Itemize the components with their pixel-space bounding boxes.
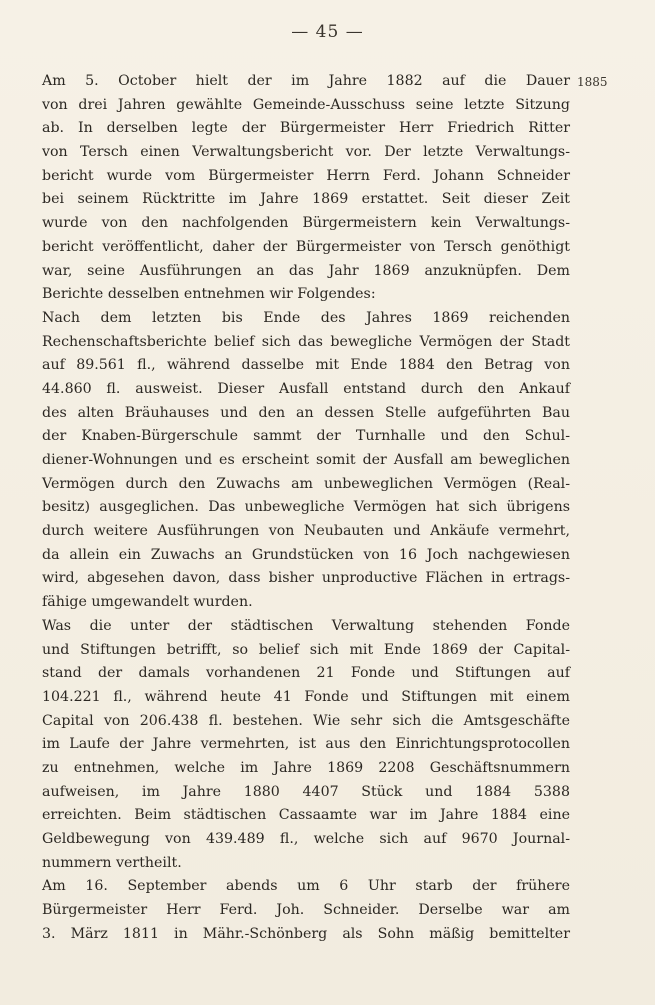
text-line: zu entnehmen, welche im Jahre 1869 2208 Geschäftsnummern [42,759,570,776]
text-line: im Laufe der Jahre vermehrten, ist aus den Einrichtungsprotocollen [42,736,570,753]
text-line: Was die unter der städtischen Verwaltung stehenden Fonde [42,617,570,634]
text-line: Nach dem letzten bis Ende des Jahres 1869 reichenden [42,309,570,326]
text-line: bericht wurde vom Bürgermeister Herrn Ferd. Johann Schneider [42,167,570,184]
text-line: diener-Wohnungen und es erscheint somit der Ausfall am beweglichen [42,452,570,468]
text-line: durch weitere Ausführungen von Neubauten und Ankäufe vermehrt, [42,523,570,540]
text-line: 104.221 fl., während heute 41 Fonde und Stiftungen mit einem [42,688,570,705]
text-line: fähige umgewandelt wurden. [42,594,253,611]
text-line: Geldbewegung von 439.489 fl., welche sich auf 9670 Journal- [42,831,570,847]
text-line: Am 5. October hielt der im Jahre 1882 auf die Dauer [42,73,570,89]
text-line: stand der damals vorhandenen 21 Fonde und Stiftungen auf [42,665,570,682]
text-line: Capital von 206.438 fl. bestehen. Wie sehr sich die Amtsgeschäfte [42,712,570,729]
text-line: aufweisen, im Jahre 1880 4407 Stück und 1884 5388 [42,783,570,800]
text-line: Vermögen durch den Zuwachs am unbeweglichen Vermögen (Real- [42,475,570,492]
margin-year-note: 1885 [577,75,608,89]
page-number: — 45 — [291,22,364,42]
text-line: 3. März 1811 in Mähr.-Schönberg als Sohn mäßig bemittelter [42,925,570,942]
text-line: ab. In derselben legte der Bürgermeister Herr Friedrich Ritter [42,120,570,137]
text-line: nummern vertheilt. [42,854,182,871]
text-line: besitz) ausgeglichen. Das unbewegliche Vermögen hat sich übrigens [42,499,570,516]
text-line: bericht veröffentlicht, daher der Bürgermeister von Tersch genöthigt [42,238,570,255]
text-line: Bürgermeister Herr Ferd. Joh. Schneider. Derselbe war am [42,902,570,919]
text-line: bei seinem Rücktritte im Jahre 1869 erstattet. Seit dieser Zeit [42,191,570,208]
text-line: des alten Bräuhauses und den an dessen Stelle aufgeführten Bau [42,404,570,421]
text-line: erreichten. Beim städtischen Cassaamte war im Jahre 1884 eine [42,807,570,824]
text-line: 44.860 fl. ausweist. Dieser Ausfall entstand durch den Ankauf [42,380,570,397]
body-text [42,70,570,946]
text-line: und Stiftungen betrifft, so belief sich mit Ende 1869 der Capital- [42,641,570,658]
text-line: der Knaben-Bürgerschule sammt der Turnhalle und den Schul- [42,428,570,445]
text-line: Berichte desselben entnehmen wir Folgendes: [42,286,376,303]
text-line: auf 89.561 fl., während dasselbe mit Ende 1884 den Betrag von [42,357,570,374]
text-line: wird, abgesehen davon, dass bisher unproductive Flächen in ertrags- [42,570,570,587]
text-line: von drei Jahren gewählte Gemeinde-Ausschuss seine letzte Sitzung [42,96,570,113]
text-line: Am 16. September abends um 6 Uhr starb der frühere [42,878,570,895]
text-line: wurde von den nachfolgenden Bürgermeistern kein Verwaltungs- [42,215,570,232]
text-line: da allein ein Zuwachs an Grundstücken von 16 Joch nachgewiesen [42,546,570,563]
text-line: war, seine Ausführungen an das Jahr 1869 anzuknüpfen. Dem [42,262,570,279]
text-line: Rechenschaftsberichte belief sich das bewegliche Vermögen der Stadt [42,333,570,350]
text-line: von Tersch einen Verwaltungsbericht vor. Der letzte Verwaltungs- [42,144,570,161]
